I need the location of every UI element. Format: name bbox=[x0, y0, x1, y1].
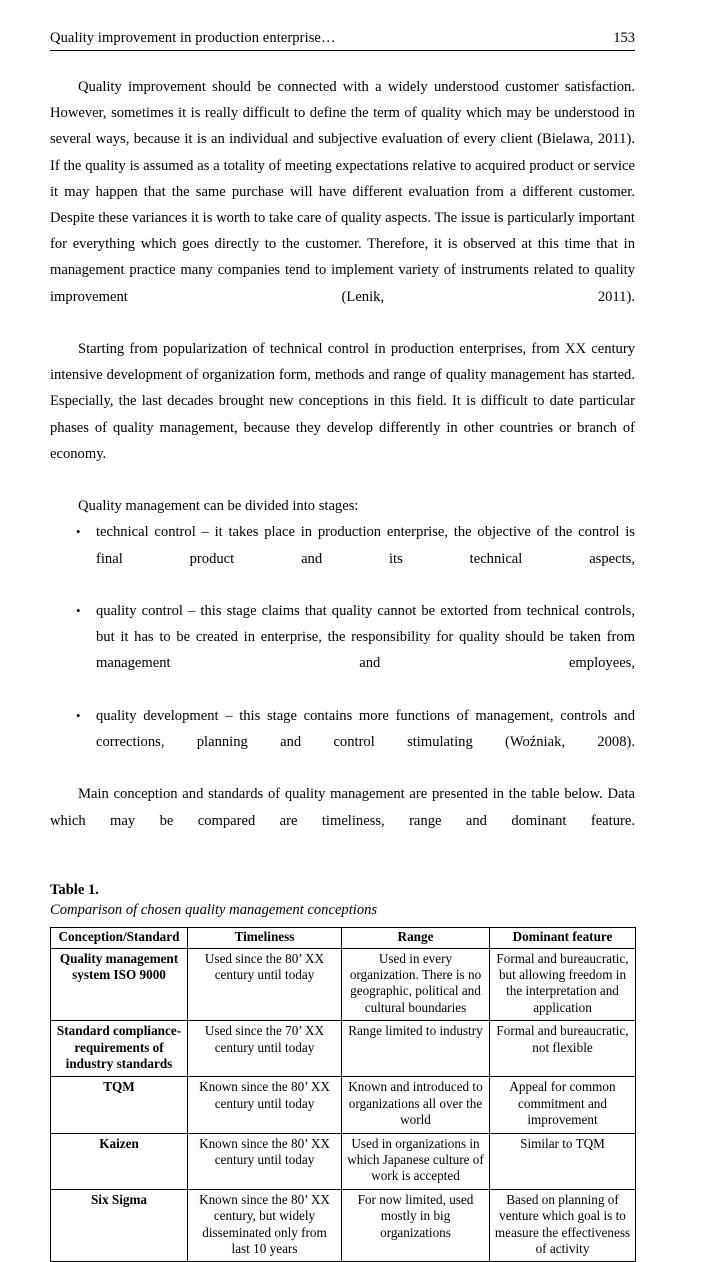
bullet-icon: • bbox=[76, 707, 81, 723]
list-item-label: quality development – this stage contains more functions of management, controls and corrections, planning and control stimulating (Woźniak, 2008). bbox=[96, 707, 635, 751]
cell-timeliness: Known since the 80’ XX century until today bbox=[188, 1133, 342, 1189]
cell-dominant-feature: Based on planning of venture which goal is to measure the effectiveness of activity bbox=[490, 1189, 636, 1262]
paragraph-2: Starting from popularization of technical control in production enterprises, from XX century intensive development of organization form, methods and range of quality management has started. Especially, the last decades brought new conceptions in this field. It is difficult to date particular phases of quality management, because they develop differently in other countries or branch of economy. bbox=[50, 341, 635, 462]
list-item bbox=[50, 598, 635, 703]
table-row bbox=[51, 1133, 636, 1189]
table-label: Table 1. bbox=[50, 882, 99, 899]
cell-conception: Kaizen bbox=[51, 1133, 188, 1189]
paragraph-3: Quality management can be divided into stages: bbox=[78, 498, 359, 515]
page-number: 153 bbox=[613, 30, 635, 46]
cell-timeliness: Used since the 70’ XX century until today bbox=[188, 1021, 342, 1077]
cell-conception: Quality management system ISO 9000 bbox=[51, 948, 188, 1021]
running-head bbox=[50, 30, 635, 51]
list-item bbox=[50, 519, 635, 598]
cell-timeliness: Known since the 80’ XX century until today bbox=[188, 1077, 342, 1133]
table-row bbox=[51, 1077, 636, 1133]
column-header-range: Range bbox=[342, 928, 490, 948]
cell-range: Used in organizations in which Japanese culture of work is accepted bbox=[342, 1133, 490, 1189]
table-row bbox=[51, 1189, 636, 1262]
cell-range: Used in every organization. There is no geographic, political and cultural boundaries bbox=[342, 948, 490, 1021]
paragraph-1: Quality improvement should be connected with a widely understood customer satisfaction. However, sometimes it is really difficult to define the term of quality which may be understood in several ways, because it is an individual and subjective evaluation of every client (Bielawa, 2011). If the quality is assumed as a totality of meeting expectations relative to acquired product or service it may happen that the same purchase will have different evaluation from a different customer. Despite these variances it is worth to take care of quality aspects. The issue is particularly important for everything which goes directly to the customer. Therefore, it is observed at this time that in management practice many companies tend to implement variety of instruments related to quality improvement (Lenik, 2011). bbox=[50, 79, 635, 305]
list-item bbox=[50, 703, 635, 782]
table-row bbox=[51, 948, 636, 1021]
cell-range: For now limited, used mostly in big organizations bbox=[342, 1189, 490, 1262]
bullet-icon: • bbox=[76, 524, 81, 540]
table-row bbox=[51, 1021, 636, 1077]
cell-dominant-feature: Similar to TQM bbox=[490, 1133, 636, 1189]
table-caption-text: Comparison of chosen quality management conceptions bbox=[50, 902, 378, 919]
cell-dominant-feature: Formal and bureaucratic, not flexible bbox=[490, 1021, 636, 1077]
table-caption bbox=[50, 880, 635, 920]
cell-range: Range limited to industry bbox=[342, 1021, 490, 1077]
column-header-timeliness: Timeliness bbox=[188, 928, 342, 948]
comparison-table bbox=[50, 927, 636, 1262]
page-content bbox=[50, 74, 635, 1262]
cell-conception: TQM bbox=[51, 1077, 188, 1133]
cell-conception: Six Sigma bbox=[51, 1189, 188, 1262]
cell-dominant-feature: Formal and bureaucratic, but allowing freedom in the interpretation and application bbox=[490, 948, 636, 1021]
list-item-label: quality control – this stage claims that quality cannot be extorted from technical controls, but it has to be created in enterprise, the responsibility for quality should be taken from management and employees, bbox=[96, 603, 635, 672]
stages-list bbox=[50, 519, 635, 781]
column-header-dominant-feature: Dominant feature bbox=[490, 928, 636, 948]
cell-conception: Standard compliance-requirements of industry standards bbox=[51, 1021, 188, 1077]
cell-range: Known and introduced to organizations all over the world bbox=[342, 1077, 490, 1133]
table-header-row bbox=[51, 928, 636, 948]
running-head-title: Quality improvement in production enterprise… bbox=[50, 30, 336, 46]
cell-timeliness: Used since the 80’ XX century until today bbox=[188, 948, 342, 1021]
cell-timeliness: Known since the 80’ XX century, but widely disseminated only from last 10 years bbox=[188, 1189, 342, 1262]
column-header-conception: Conception/Standard bbox=[51, 928, 188, 948]
bullet-icon: • bbox=[76, 603, 81, 619]
list-item-label: technical control – it takes place in production enterprise, the objective of the control is final product and its technical aspects, bbox=[96, 524, 635, 567]
paragraph-4: Main conception and standards of quality management are presented in the table below. Data which may be compared are timeliness, range and dominant feature. bbox=[50, 786, 635, 829]
cell-dominant-feature: Appeal for common commitment and improvement bbox=[490, 1077, 636, 1133]
